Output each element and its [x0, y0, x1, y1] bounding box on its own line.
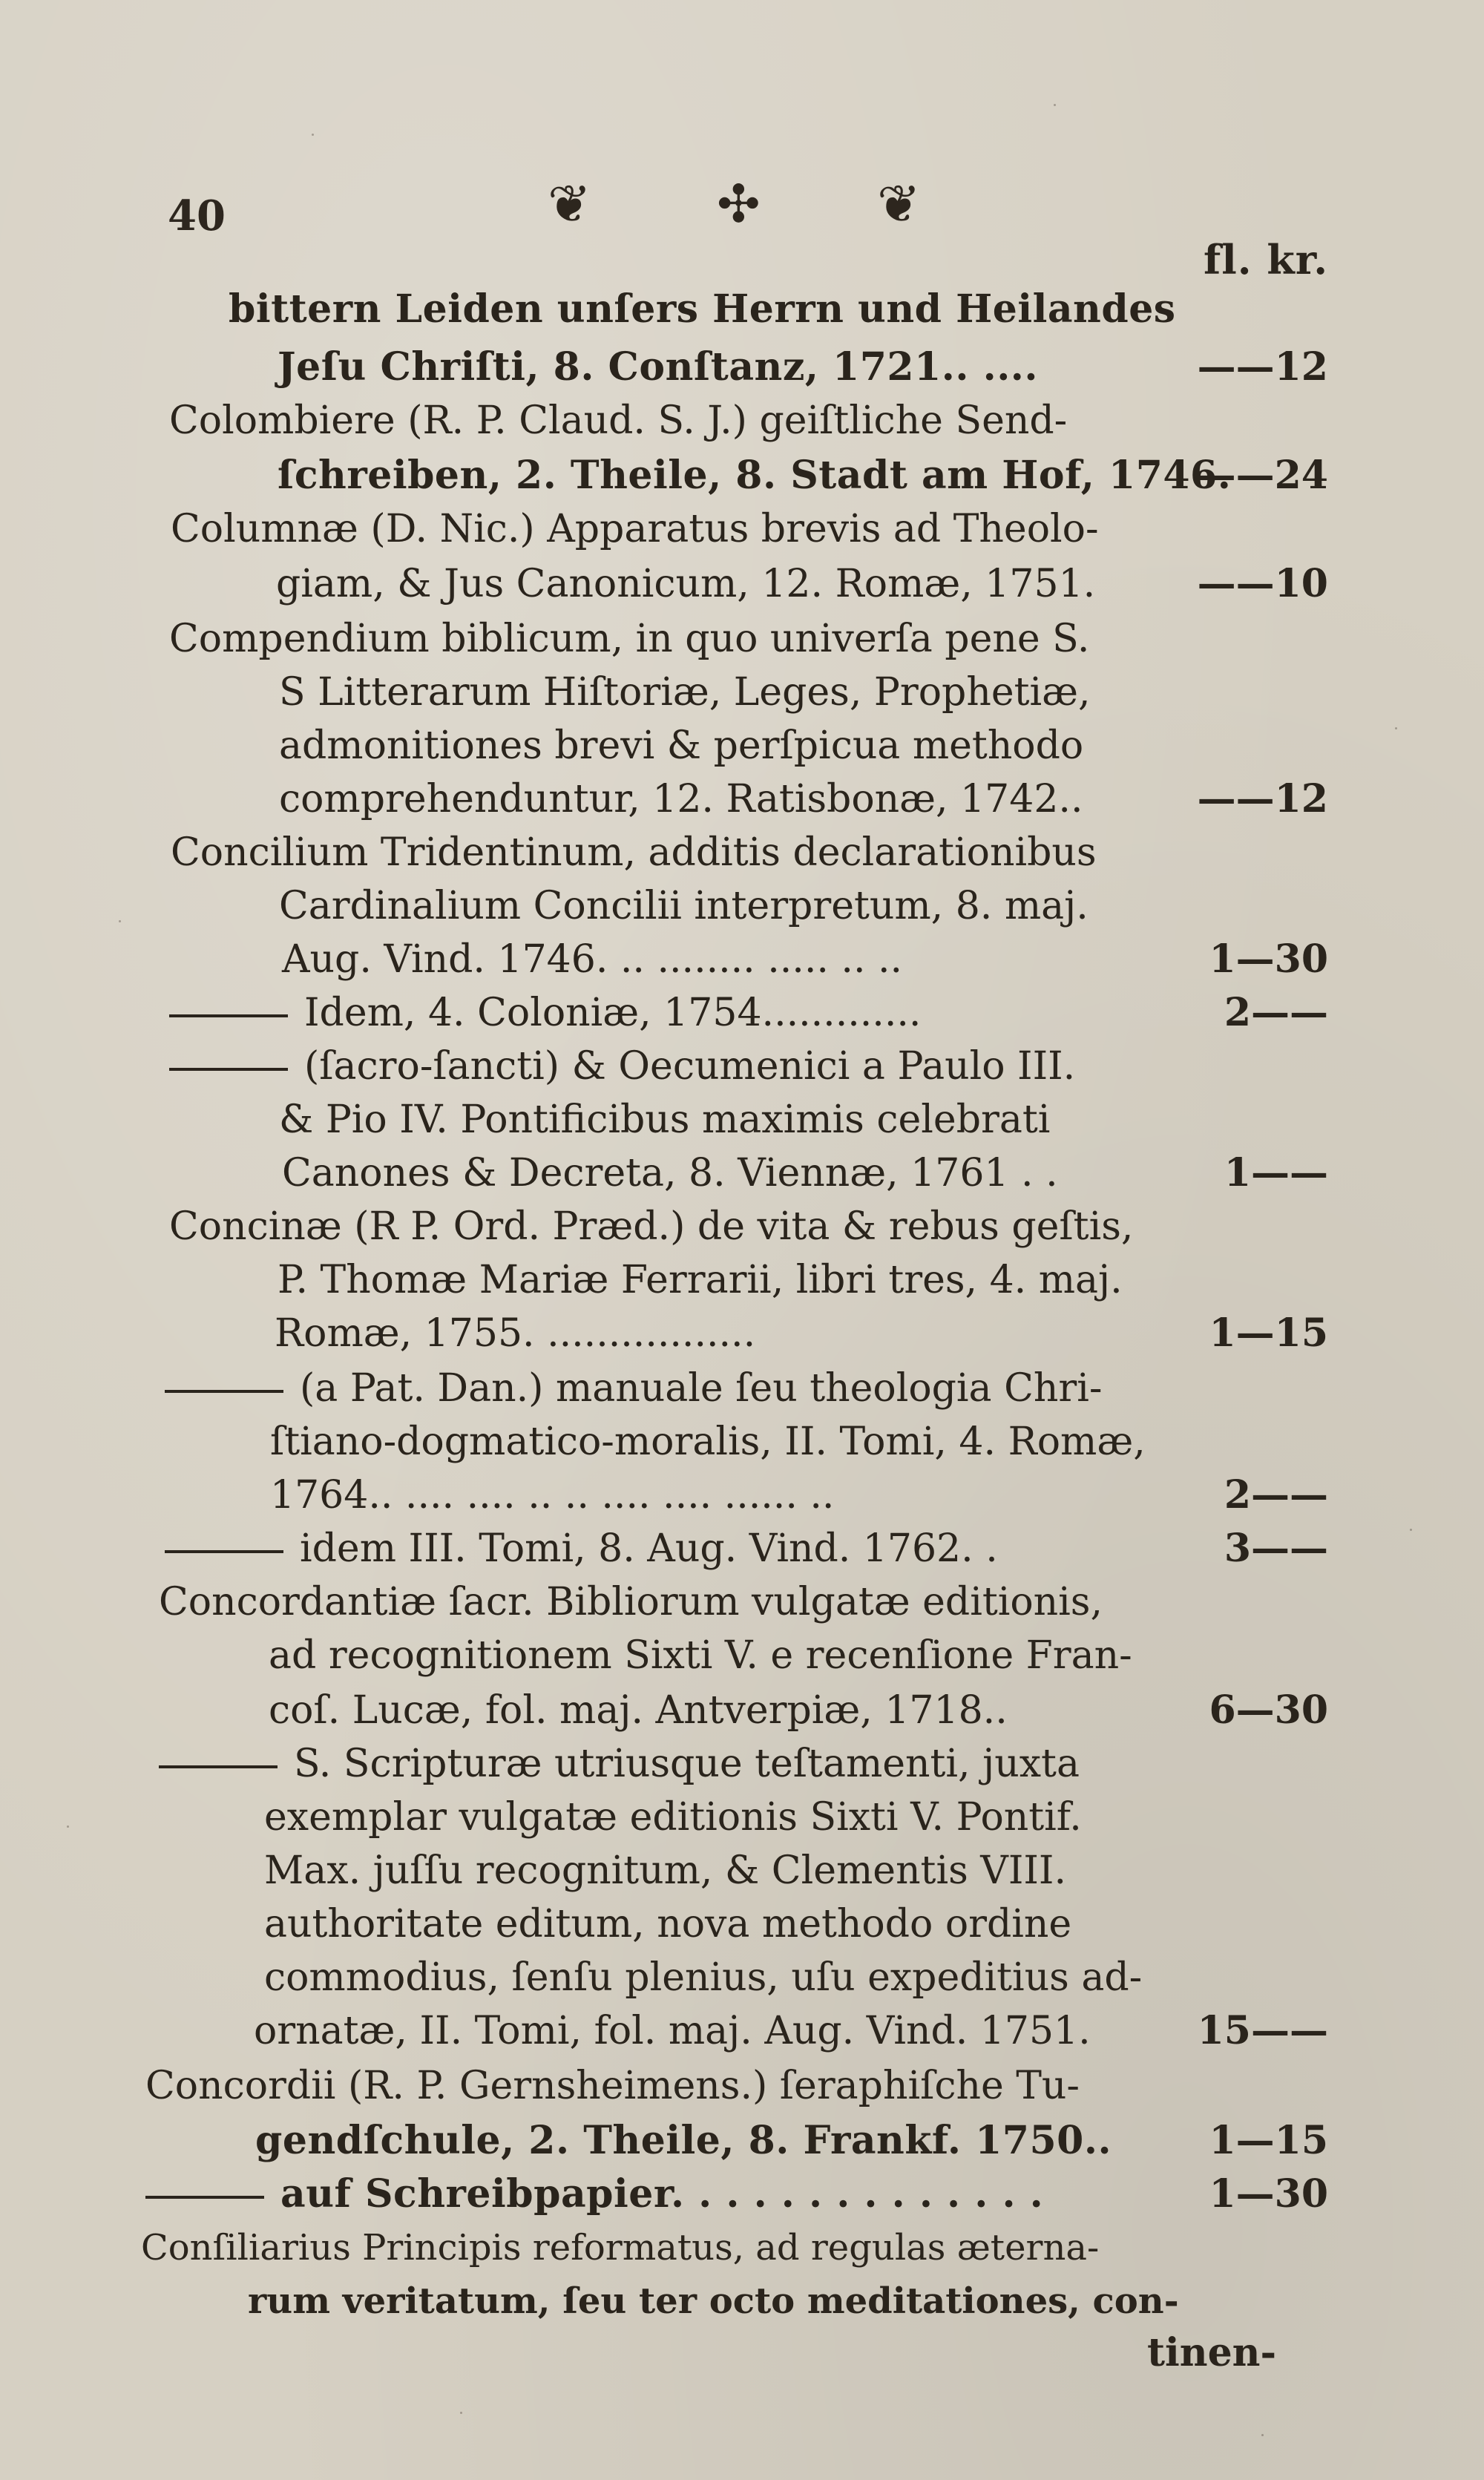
catalogue-line: [0, 1952, 1484, 2004]
line-text: [169, 1040, 1075, 1092]
ditto-dash: [169, 1068, 288, 1071]
catalogue-line: [0, 827, 1484, 879]
ornament-center-icon: ✣: [717, 174, 761, 234]
line-text: [159, 1738, 1080, 1790]
catalogue-line: [0, 1094, 1484, 1146]
catalogue-line: [0, 1416, 1484, 1468]
line-price: 15——: [1197, 2008, 1328, 2053]
line-text: ornatæ, II. Tomi, fol. maj. Aug. Vind. 1751.: [254, 2009, 1091, 2053]
line-text: ſchreiben, 2. Theile, 8. Stadt am Hof, 1746.: [278, 453, 1232, 498]
catalogue-line: [0, 283, 1484, 335]
line-text: Compendium biblicum, in quo univerſa pene S.: [169, 617, 1090, 661]
line-text-body: (ſacro-ſancti) & Oecumenici a Paulo III.: [304, 1044, 1076, 1089]
line-text: bittern Leiden unſers Herrn und Heilandes: [229, 286, 1176, 332]
ornament-right-icon: ❦: [877, 174, 921, 234]
line-text: Concilium Tridentinum, additis declarationibus: [171, 830, 1097, 875]
line-text: ſtiano-dogmatico-moralis, II. Tomi, 4. Romæ,: [270, 1420, 1146, 1464]
catalogue-line: [0, 2115, 1484, 2167]
paper-speck: [460, 2412, 462, 2414]
line-text: gendſchule, 2. Theile, 8. Frankf. 1750..: [255, 2118, 1112, 2163]
catalogue-line: [0, 1040, 1484, 1092]
catalogue-line: [0, 2060, 1484, 2112]
line-text: [165, 1523, 998, 1575]
line-text: admonitiones brevi & perſpicua methodo: [279, 724, 1084, 768]
line-price: 6—30: [1209, 1687, 1328, 1733]
line-price: ——10: [1197, 561, 1328, 606]
catalogue-line: [0, 1201, 1484, 1253]
catalogue-line: [0, 1685, 1484, 1736]
line-text: S Litterarum Hiſtoriæ, Leges, Prophetiæ,: [279, 670, 1091, 715]
line-text: Canones & Decreta, 8. Viennæ, 1761 . .: [282, 1151, 1058, 1195]
currency-column-header: fl. kr.: [1204, 236, 1329, 283]
line-text: [165, 1362, 1102, 1414]
catalogue-line: [0, 341, 1484, 393]
catalogue-line: [0, 503, 1484, 555]
line-price: 1—30: [1209, 2171, 1328, 2217]
ditto-dash: [169, 1014, 288, 1017]
ornament-left-icon: ❦: [548, 174, 591, 234]
line-text: Concordantiæ ſacr. Bibliorum vulgatæ editionis,: [159, 1580, 1103, 1624]
line-price: 1—30: [1209, 936, 1328, 982]
ditto-dash: [165, 1550, 283, 1553]
catalogue-line: [0, 2275, 1484, 2327]
catchword: tinen-: [1147, 2330, 1277, 2375]
catalogue-line: [0, 2222, 1484, 2274]
paper-speck: [1054, 104, 1056, 106]
ditto-dash: [165, 1390, 283, 1393]
line-price: 1—15: [1209, 2118, 1328, 2163]
catalogue-line: [0, 613, 1484, 665]
catalogue-line: [0, 1791, 1484, 1843]
line-text: Conſiliarius Principis reformatus, ad regulas æterna-: [141, 2227, 1100, 2269]
catalogue-line: [0, 1898, 1484, 1950]
line-price: ——12: [1197, 344, 1328, 390]
catalogue-line: [0, 1630, 1484, 1682]
line-price: ——12: [1197, 776, 1328, 821]
paper-speck: [1261, 2434, 1264, 2436]
line-text: Concinæ (R P. Ord. Præd.) de vita & rebus geſtis,: [169, 1204, 1134, 1249]
catalogue-line: [0, 666, 1484, 718]
line-text: Max. juſſu recognitum, & Clementis VIII.: [264, 1848, 1067, 1893]
line-text: Colombiere (R. P. Claud. S. J.) geiſtliche Send-: [169, 398, 1068, 443]
line-text: coſ. Lucæ, fol. maj. Antverpiæ, 1718..: [269, 1688, 1008, 1733]
catalogue-line: [0, 1254, 1484, 1306]
line-text: & Pio IV. Pontificibus maximis celebrati: [279, 1098, 1051, 1142]
line-text: exemplar vulgatæ editionis Sixti V. Pontif.: [264, 1795, 1082, 1840]
page-number: 40: [168, 191, 226, 240]
catalogue-line: [0, 450, 1484, 502]
line-text: ad recognitionem Sixti V. e recenſione Fran-: [269, 1633, 1132, 1678]
line-price: ——24: [1197, 453, 1328, 498]
line-text: giam, & Jus Canonicum, 12. Romæ, 1751.: [276, 562, 1096, 606]
line-text-body: S. Scripturæ utriusque teſtamenti, juxta: [294, 1742, 1080, 1786]
line-text: Romæ, 1755. .................: [275, 1311, 756, 1356]
line-price: 1—15: [1209, 1310, 1328, 1356]
catalogue-line: [0, 720, 1484, 772]
paper-speck: [312, 134, 314, 136]
catalogue-line: [0, 1308, 1484, 1359]
line-text: rum veritatum, ſeu ter octo meditationes, con-: [248, 2280, 1179, 2322]
catalogue-line: [0, 1738, 1484, 1790]
catalogue-line: [0, 934, 1484, 985]
catalogue-line: [0, 1362, 1484, 1414]
line-text: Cardinalium Concilii interpretum, 8. maj.: [279, 884, 1089, 928]
line-text: P. Thomæ Mariæ Ferrarii, libri tres, 4. maj.: [278, 1258, 1123, 1302]
line-text: Aug. Vind. 1746. .. ........ ..... .. ..: [282, 937, 903, 982]
line-text-body: (a Pat. Dan.) manuale ſeu theologia Chri-: [300, 1366, 1103, 1411]
catalogue-line: [0, 1576, 1484, 1628]
catalogue-line: [0, 395, 1484, 447]
catalogue-line: [0, 558, 1484, 610]
ditto-dash: [145, 2196, 264, 2199]
line-text: [145, 2168, 1043, 2220]
line-text: comprehenduntur, 12. Ratisbonæ, 1742..: [279, 777, 1083, 821]
line-text: Concordii (R. P. Gernsheimens.) ſeraphiſche Tu-: [145, 2064, 1080, 2108]
catalogue-line: [0, 2005, 1484, 2057]
catalogue-line: [0, 880, 1484, 932]
line-text: commodius, ſenſu plenius, uſu expeditius ad-: [264, 1955, 1143, 2000]
catalogue-line: [0, 773, 1484, 825]
line-text: [169, 987, 921, 1039]
line-price: 2——: [1224, 990, 1328, 1035]
line-price: 1——: [1224, 1150, 1328, 1195]
line-text: Columnæ (D. Nic.) Apparatus brevis ad Theolo-: [171, 507, 1099, 551]
line-text-body: Idem, 4. Coloniæ, 1754.............: [304, 991, 922, 1035]
line-text: 1764.. .... .... .. .. .... .... ...... ..: [270, 1473, 835, 1518]
catalogue-line: [0, 1523, 1484, 1575]
line-text-body: idem III. Tomi, 8. Aug. Vind. 1762. .: [300, 1526, 998, 1571]
catalogue-line: [0, 1845, 1484, 1897]
catalogue-line: [0, 1147, 1484, 1199]
line-text: authoritate editum, nova methodo ordine: [264, 1902, 1072, 1946]
line-price: 3——: [1224, 1526, 1328, 1571]
line-text-body: auf Schreibpapier. . . . . . . . . . . . . .: [280, 2171, 1044, 2217]
ditto-dash: [159, 1765, 278, 1768]
line-text: Jeſu Chriſti, 8. Conſtanz, 1721.. ....: [278, 344, 1039, 390]
catalogue-line: [0, 1469, 1484, 1521]
catalogue-line: [0, 987, 1484, 1039]
catalogue-line: [0, 2168, 1484, 2220]
line-price: 2——: [1224, 1472, 1328, 1518]
